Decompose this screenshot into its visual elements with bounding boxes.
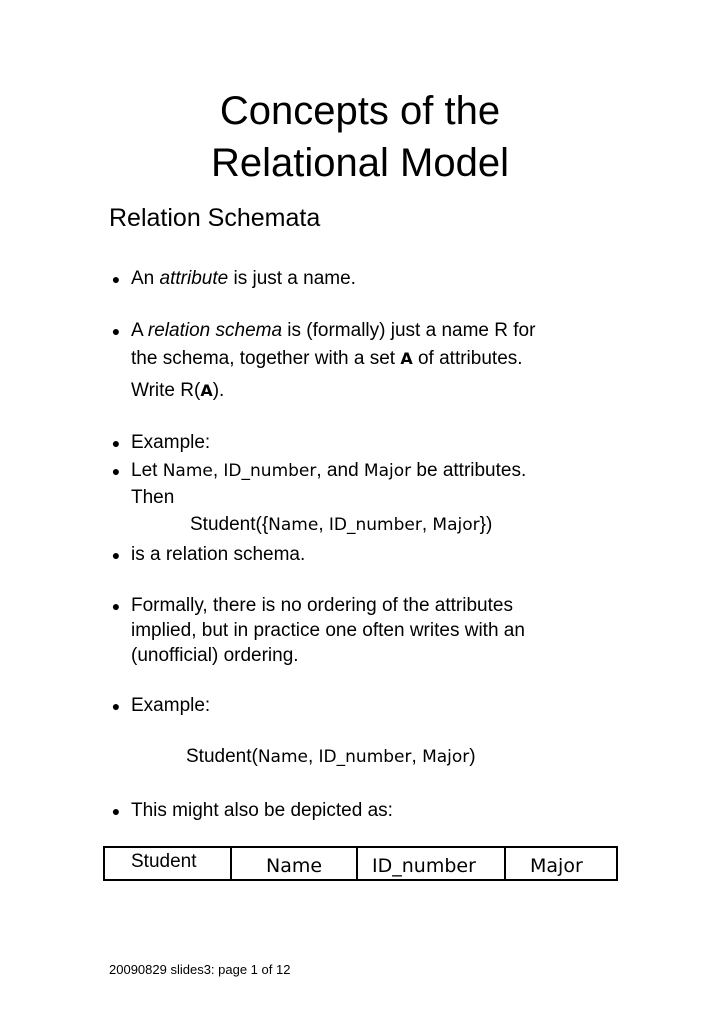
schema-example-ordered: Student(Name, ID_number, Major) — [186, 746, 476, 767]
bullet-text: This might also be depicted as: — [131, 800, 393, 821]
bullet-dot-icon: ● — [111, 598, 121, 614]
page-title-line-1: Concepts of the — [219, 89, 501, 133]
bullet-dot-icon: ● — [111, 547, 121, 563]
bullet-text-line-2: Then — [131, 487, 175, 508]
bullet-text: is a relation schema. — [131, 544, 306, 565]
relation-name-cell — [105, 848, 232, 879]
bullet-dot-icon: ● — [111, 323, 121, 339]
attribute-name: Name — [266, 855, 323, 877]
relation-name: Student — [131, 851, 197, 872]
attribute-cell — [232, 848, 358, 879]
bullet-dot-icon: ● — [111, 435, 121, 451]
bullet-text-line-1: Let Name, ID_number, and Major be attributes. — [131, 460, 527, 481]
page-footer: 20090829 slides3: page 1 of 12 — [109, 962, 291, 977]
bullet-text-line-1: A relation schema is (formally) just a name R for — [131, 320, 536, 341]
bullet-text: An attribute is just a name. — [131, 268, 356, 289]
relation-schema-table — [103, 846, 618, 881]
bullet-text-line-3: Write R(A). — [131, 380, 225, 401]
bullet-dot-icon: ● — [111, 463, 121, 479]
attribute-cell — [358, 848, 506, 879]
attribute-name: Major — [530, 855, 583, 877]
attribute-cell — [506, 848, 616, 879]
bullet-text-line-1: Formally, there is no ordering of the attributes — [131, 595, 513, 616]
bullet-text-line-3: (unofficial) ordering. — [131, 645, 299, 666]
page-title-line-2: Relational Model — [211, 141, 509, 185]
bullet-dot-icon: ● — [111, 803, 121, 819]
bullet-text: Example: — [131, 695, 211, 716]
bullet-dot-icon: ● — [111, 698, 121, 714]
bullet-text-line-2: implied, but in practice one often writes with an — [131, 620, 525, 641]
bullet-dot-icon: ● — [111, 271, 121, 287]
schema-example-set: Student({Name, ID_number, Major}) — [190, 514, 493, 535]
bullet-text-line-2: the schema, together with a set A of attributes. — [131, 348, 523, 369]
bullet-text: Example: — [131, 432, 211, 453]
section-heading: Relation Schemata — [109, 204, 321, 232]
attribute-name: ID_number — [372, 855, 476, 877]
